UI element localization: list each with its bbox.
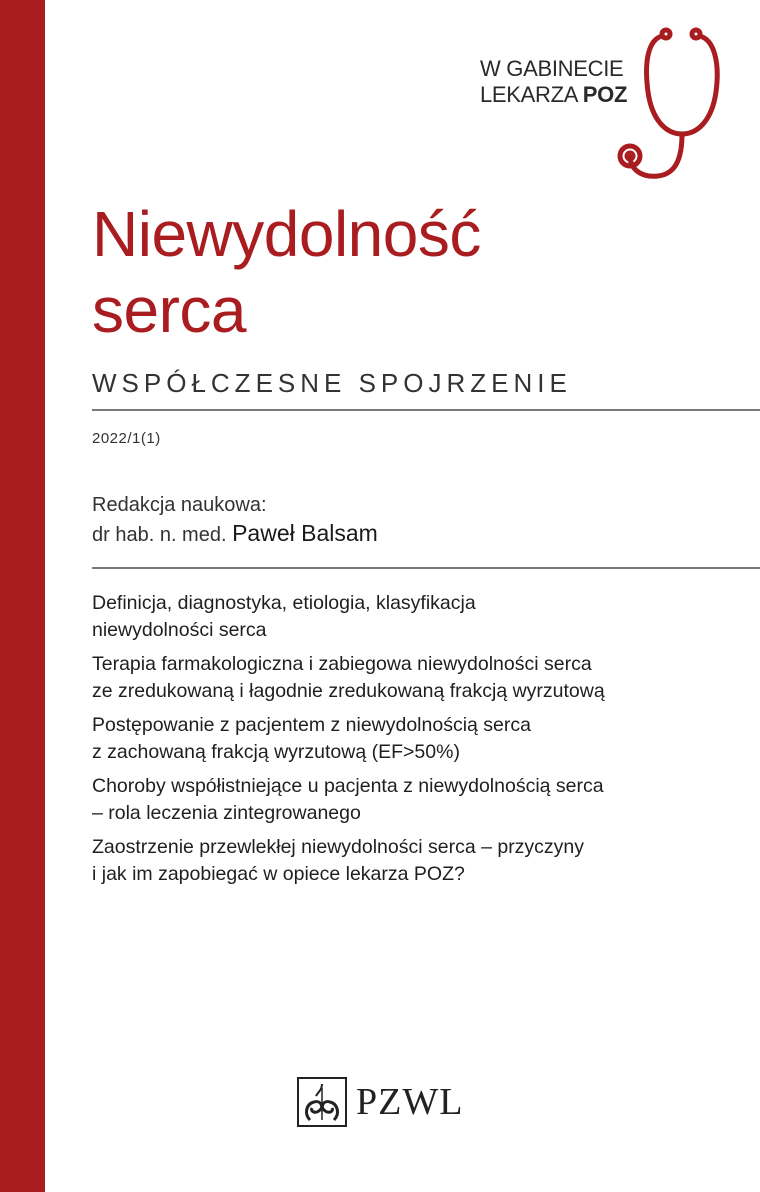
book-title-line1: Niewydolność: [92, 198, 481, 270]
topic-item: Definicja, diagnostyka, etiologia, klasyfikacja niewydolności serca: [92, 592, 476, 641]
red-spine-bar: [0, 0, 45, 1192]
topic-item: Choroby współistniejące u pacjenta z niewydolnością serca – rola leczenia zintegrowanego: [92, 775, 604, 824]
editor-line: [92, 520, 378, 547]
publisher-name: PZWL: [356, 1081, 464, 1123]
issue-number: 2022/1(1): [92, 430, 161, 447]
series-label-bold: POZ: [582, 82, 628, 107]
book-title: [92, 196, 692, 348]
topic-item: Zaostrzenie przewlekłej niewydolności serca – przyczyny i jak im zapobiegać w opiece lekarza POZ?: [92, 836, 585, 885]
divider-bottom: [92, 567, 760, 569]
book-title-line2: serca: [92, 274, 246, 346]
topic-item: Postępowanie z pacjentem z niewydolnością serca z zachowaną frakcją wyrzutową (EF>50%): [92, 714, 531, 763]
topics-list: [92, 590, 732, 895]
editor-title: dr hab. n. med.: [92, 524, 227, 546]
topic-item: Terapia farmakologiczna i zabiegowa niewydolności serca ze zredukowaną i łagodnie zredukowaną frakcją wyrzutową: [92, 653, 605, 702]
divider-top: [92, 409, 760, 411]
series-label-line2: LEKARZA POZ: [480, 82, 628, 107]
editor-name: Paweł Balsam: [232, 520, 378, 546]
series-label-line1: W GABINECIE: [480, 56, 624, 81]
editor-label: Redakcja naukowa:: [92, 494, 267, 516]
publisher-logo: [296, 1076, 463, 1128]
pzwl-logo-icon: [296, 1076, 348, 1128]
stethoscope-icon: [600, 22, 740, 192]
book-subtitle: WSPÓŁCZESNE SPOJRZENIE: [92, 368, 572, 398]
